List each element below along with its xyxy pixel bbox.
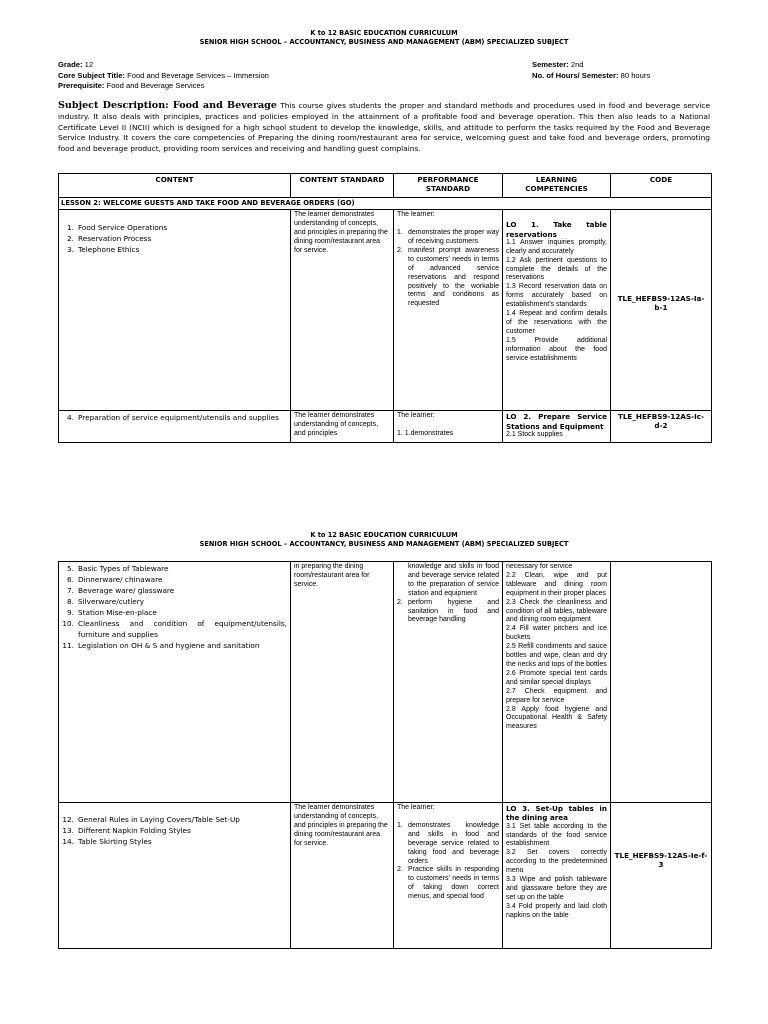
list-item: 8. Silverware/cutlery xyxy=(67,597,145,606)
competency-item: 3.3 Wipe and polish tableware and glassware before they are set up on the table xyxy=(506,876,607,901)
content-cell xyxy=(59,210,291,411)
learning-outcome: LO 3. Set-Up tables in the dining area xyxy=(506,804,607,823)
header-line-2: SENIOR HIGH SCHOOL – ACCOUNTANCY, BUSINESS AND MANAGEMENT (ABM) SPECIALIZED SUBJECT xyxy=(199,38,569,46)
description-body: This course gives students the proper and standard methods and procedures used in food and beverage service industry. It also deals with principles, practices and policies employed in the attainment of a profitable food and beverage operation. This then also leads to a National Certificate Level II (NCII) which is designed for a high school student to develop the knowledge, skills, and attitude to perform the tasks required by the Food and Beverage Service Industry. It covers the core competencies of Preparing the dining room/restaurant area for service, welcoming guest and take food and beverage orders, promoting food and beverage product, providing room services and receiving and handling guest complains. xyxy=(58,101,710,154)
list-item: 2. Practice skills in responding to customers' needs in terms of taking down correct menus, and special food xyxy=(397,866,499,901)
lesson-title: LESSON 2: WELCOME GUESTS AND TAKE FOOD AND BEVERAGE ORDERS (GO) xyxy=(59,198,712,210)
header-content: CONTENT xyxy=(59,174,291,198)
topic-list xyxy=(62,804,287,847)
content-standard-cell: in preparing the dining room/restaurant area for service. xyxy=(291,562,394,803)
list-item: 2. perform hygiene and sanitation in food and beverage handling xyxy=(397,598,499,624)
list-item: 5. Basic Types of Tableware xyxy=(67,564,169,573)
ps-list xyxy=(397,599,499,626)
header-line-2: SENIOR HIGH SCHOOL – ACCOUNTANCY, BUSINESS AND MANAGEMENT (ABM) SPECIALIZED SUBJECT xyxy=(199,540,569,548)
core-subject-value: Food and Beverage Services – Immersion xyxy=(127,70,269,80)
performance-standard-cell xyxy=(394,562,503,803)
content-cell xyxy=(59,803,291,949)
hours-label: No. of Hours/ Semester: xyxy=(532,70,619,80)
meta-right xyxy=(532,60,650,81)
hours-value: 80 hours xyxy=(620,70,651,80)
performance-standard-cell xyxy=(394,803,503,949)
description-title: Subject Description: Food and Beverage xyxy=(58,100,277,111)
ps-list xyxy=(397,229,499,309)
document-page-2 xyxy=(0,522,768,1024)
header-content-standard: CONTENT STANDARD xyxy=(291,174,394,198)
document-page-1 xyxy=(0,0,768,500)
meta-left xyxy=(58,60,269,92)
list-item: 1. demonstrates the proper way of receiving customers xyxy=(397,229,499,246)
performance-standard-cell xyxy=(394,411,503,443)
prerequisite-value: Food and Beverage Services xyxy=(106,81,205,90)
ps-item: 1. 1.demonstrates xyxy=(397,430,454,438)
list-item: 3. Telephone Ethics xyxy=(67,245,140,255)
curriculum-header xyxy=(0,531,768,549)
curriculum-table-1 xyxy=(58,173,712,443)
ps-intro: The learner: xyxy=(397,211,435,219)
content-cell xyxy=(59,562,291,803)
ps-intro: The learner: xyxy=(397,412,435,420)
learning-competencies-cell xyxy=(503,803,611,949)
list-item: 13. Different Napkin Folding Styles xyxy=(62,826,191,835)
curriculum-table-2 xyxy=(58,561,712,949)
content-standard-cell: The learner demonstrates understanding of concepts, and principles in preparing the dining room/restaurant area for service. xyxy=(291,210,394,411)
header-line-1: K to 12 BASIC EDUCATION CURRICULUM xyxy=(310,531,458,539)
topic-list xyxy=(62,563,287,651)
competency-item: 2.3 Check the cleanliness and condition of all tables, tableware and dining room equipment xyxy=(506,598,607,624)
ps-intro: The learner: xyxy=(397,804,435,811)
code-cell: TLE_HEFBS9-12AS-Ic-d-2 xyxy=(611,411,712,443)
learning-competencies-cell xyxy=(503,411,611,443)
table-row xyxy=(59,411,712,443)
list-item: 1. Food Service Operations xyxy=(67,223,168,233)
competency-item: 2.2 Clean, wipe and put tableware and dining room equipment in their proper places xyxy=(506,571,607,597)
competency-item: 2.5 Refill condiments and sauce bottles and wipe, clean and dry the necks and tops of the bottles xyxy=(506,643,607,668)
header-line-1: K to 12 BASIC EDUCATION CURRICULUM xyxy=(310,29,458,37)
list-item: 4. Preparation of service equipment/utensils and supplies xyxy=(67,413,279,423)
header-learning-competencies: LEARNING COMPETENCIES xyxy=(503,174,611,198)
semester-value: 2nd xyxy=(570,60,584,69)
competency-item: 1.1 Answer inquiries promptly, clearly and accurately xyxy=(506,238,607,255)
core-subject-label: Core Subject Title: xyxy=(58,70,125,80)
competency-item: 3.1 Set table according to the standards of the food service establishment xyxy=(506,822,607,848)
grade-label: Grade: xyxy=(58,60,83,69)
subject-description xyxy=(58,101,710,155)
content-cell xyxy=(59,411,291,443)
competency-item: 2.8 Apply food hygiene and Occupational Health & Safety measures xyxy=(506,705,607,731)
competency-item: 3.2 Set covers correctly according to the predetermined menu xyxy=(506,849,607,875)
list-item: 2. manifest prompt awareness to customers' needs in terms of advanced service reservations and respond positively to the workable terms and conditions as requested xyxy=(397,246,499,308)
table-row xyxy=(59,210,712,411)
competency-item: 3.4 Fold properly and laid cloth napkins on the table xyxy=(506,902,607,919)
lesson-row xyxy=(59,198,712,210)
content-standard-cell: The learner demonstrates understanding of concepts, and principles in preparing the dining room/restaurant area for service. xyxy=(291,803,394,949)
competency-item: 2.7 Check equipment and prepare for service xyxy=(506,687,607,704)
competency-item: 1.5 Provide additional information about the food service establishments xyxy=(506,336,607,362)
semester-label: Semester: xyxy=(532,60,569,69)
learning-competencies-cell xyxy=(503,562,611,803)
code-cell: TLE_HEFBS9-12AS-Ie-f-3 xyxy=(611,803,712,949)
list-item: 10. Cleanliness and condition of equipment/utensils, furniture and supplies xyxy=(62,619,287,639)
topic-list xyxy=(62,412,287,423)
learning-outcome: LO 2. Prepare Service Stations and Equipment xyxy=(506,412,607,431)
curriculum-header xyxy=(0,29,768,47)
ps-list xyxy=(397,822,499,902)
code-cell xyxy=(611,562,712,803)
list-item: 7. Beverage ware/ glassware xyxy=(67,586,175,595)
table-row xyxy=(59,803,712,949)
table-header-row xyxy=(59,174,712,198)
list-item: 1. demonstrates knowledge and skills in food and beverage service related to taking food and beverage orders xyxy=(397,821,499,865)
competency-item: 1.3 Record reservation data on forms accurately based on establishment's standards xyxy=(506,283,607,309)
competency-item: 1.2 Ask pertinent questions to complete the details of the reservations xyxy=(506,256,607,282)
header-performance-standard: PERFORMANCE STANDARD xyxy=(394,174,503,198)
list-item: 6. Dinnerware/ chinaware xyxy=(67,575,163,584)
code-cell: TLE_HEFBS9-12AS-Ia-b-1 xyxy=(611,210,712,411)
grade-value: 12 xyxy=(84,60,94,69)
ps-continued: knowledge and skills in food and beverage service related to the preparation of service station and equipment xyxy=(408,563,499,597)
list-item: 2. Reservation Process xyxy=(67,234,152,244)
prerequisite-label: Prerequisite: xyxy=(58,81,105,90)
competency-item: 2.1 Stock supplies xyxy=(506,430,563,438)
content-standard-cell: The learner demonstrates understanding of concepts, and principles xyxy=(291,411,394,443)
competency-item: 2.6 Promote special tent cards and similar special displays xyxy=(506,669,607,686)
list-item: 11. Legislation on OH & S and hygiene and sanitation xyxy=(62,641,260,650)
topic-list xyxy=(62,211,287,255)
competency-item: necessary for service xyxy=(506,563,573,570)
learning-outcome: LO 1. Take table reservations xyxy=(506,220,607,239)
header-code: CODE xyxy=(611,174,712,198)
performance-standard-cell xyxy=(394,210,503,411)
list-item: 12. General Rules in Laying Covers/Table Set-Up xyxy=(62,815,240,824)
list-item: 9. Station Mise-en-place xyxy=(67,608,157,617)
learning-competencies-cell xyxy=(503,210,611,411)
competency-item: 2.4 Fill water pitchers and ice buckets xyxy=(506,625,607,642)
competency-item: 1.4 Repeat and confirm details of the reservations with the customer xyxy=(506,310,607,335)
table-row xyxy=(59,562,712,803)
list-item: 14. Table Skirting Styles xyxy=(62,837,152,846)
